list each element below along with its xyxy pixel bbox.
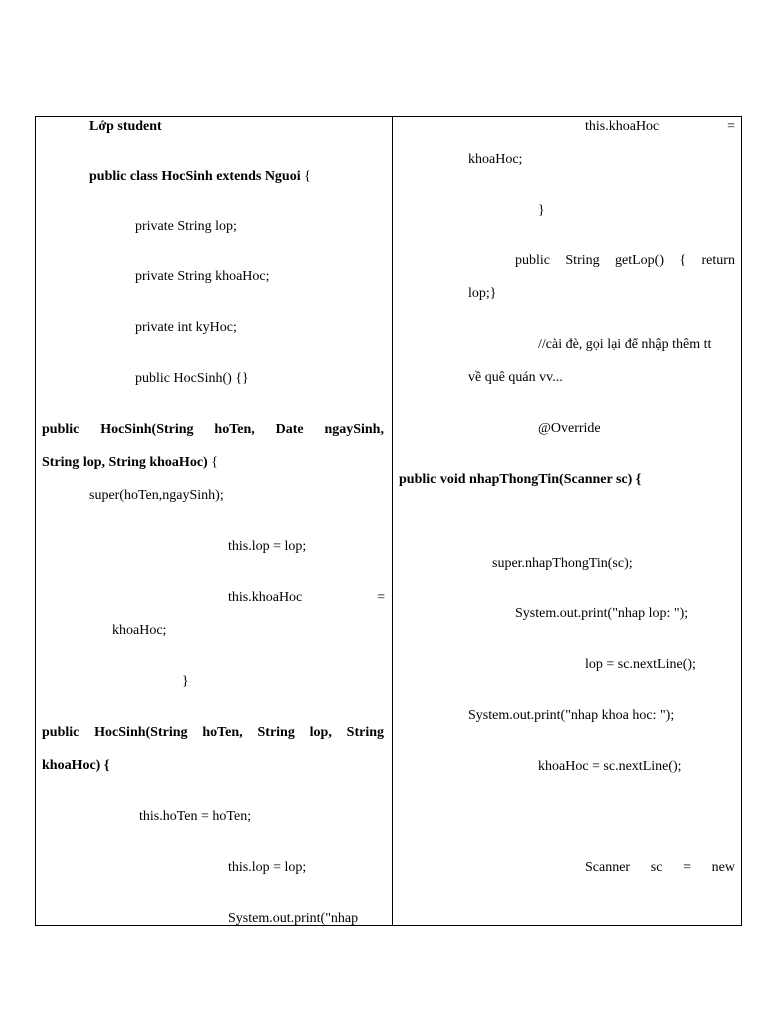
- section-heading: Lớp student: [89, 119, 162, 134]
- code-line: public class HocSinh extends Nguoi {: [89, 169, 311, 184]
- code-line: this.lop = lop;: [228, 539, 307, 554]
- code-comment: về quê quán vv...: [468, 370, 563, 385]
- code-line-justified: this.khoaHoc =: [228, 590, 385, 605]
- code-line: }: [538, 203, 545, 218]
- code-line: private String lop;: [135, 219, 237, 234]
- code-line-justified: public HocSinh(String hoTen, String lop, String: [42, 725, 384, 740]
- right-cell: [393, 117, 741, 925]
- code-line-justified: public String getLop() { return: [515, 253, 735, 268]
- code-line: this.lop = lop;: [228, 860, 307, 875]
- code-line: khoaHoc;: [468, 152, 523, 167]
- code-line: private String khoaHoc;: [135, 269, 270, 284]
- code-annotation: @Override: [538, 421, 601, 436]
- code-line-justified: this.khoaHoc =: [585, 119, 735, 134]
- code-line: public void nhapThongTin(Scanner sc) {: [399, 472, 642, 487]
- code-line: lop = sc.nextLine();: [585, 657, 696, 672]
- code-line: super.nhapThongTin(sc);: [492, 556, 633, 571]
- code-line: super(hoTen,ngaySinh);: [89, 488, 224, 503]
- code-line: khoaHoc;: [112, 623, 167, 638]
- code-line: private int kyHoc;: [135, 320, 237, 335]
- code-line: }: [182, 674, 189, 689]
- code-line: khoaHoc = sc.nextLine();: [538, 759, 682, 774]
- code-line: System.out.print("nhap: [228, 911, 359, 926]
- left-cell: [36, 117, 392, 925]
- code-line: System.out.print("nhap lop: ");: [515, 606, 689, 621]
- code-line: public HocSinh() {}: [135, 371, 249, 386]
- code-line: lop;}: [468, 286, 497, 301]
- code-line-justified: Scanner sc = new: [585, 860, 735, 875]
- code-line: khoaHoc) {: [42, 758, 110, 773]
- code-line-justified: public HocSinh(String hoTen, Date ngaySinh,: [42, 422, 384, 437]
- code-line: this.hoTen = hoTen;: [139, 809, 252, 824]
- code-line: String lop, String khoaHoc) {: [42, 455, 218, 470]
- code-table: [35, 116, 742, 926]
- code-line: System.out.print("nhap khoa hoc: ");: [468, 708, 675, 723]
- code-comment: //cài đè, gọi lại để nhập thêm tt: [538, 337, 712, 352]
